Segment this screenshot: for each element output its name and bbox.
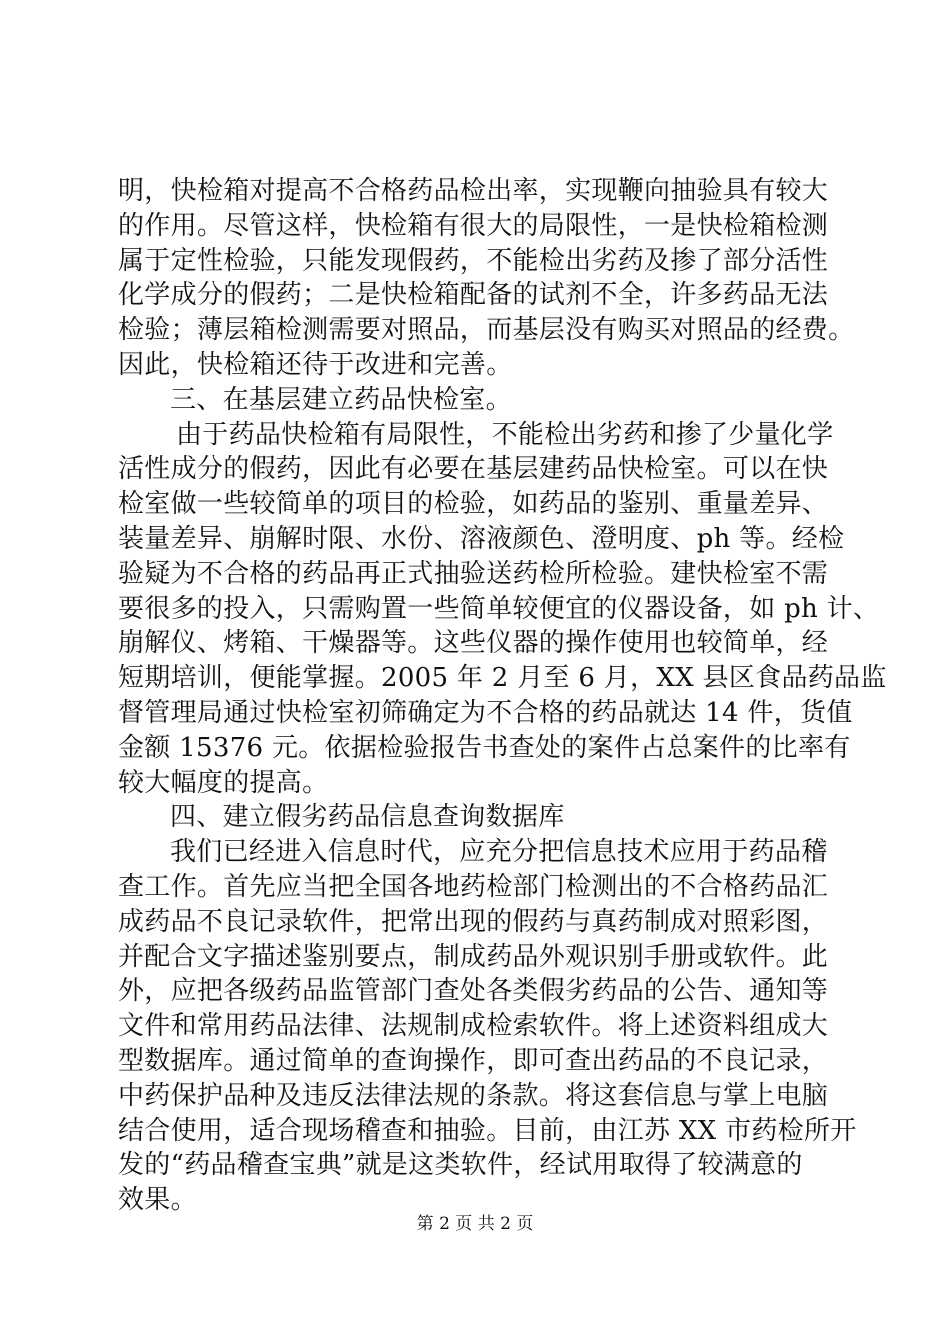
text-line: 明，快检箱对提高不合格药品检出率，实现鞭向抽验具有较大 <box>118 176 829 206</box>
text-line: 验疑为不合格的药品再正式抽验送药检所检验。建快检室不需 <box>118 558 829 589</box>
text-line: 化学成分的假药；二是快检箱配备的试剂不全，许多药品无法 <box>118 280 829 311</box>
text-line: 效果。 <box>118 1185 197 1216</box>
text-line: 成药品不良记录软件，把常出现的假药与真药制成对照彩图， <box>118 906 829 937</box>
section-heading: 三、在基层建立药品快检室。 <box>170 384 512 415</box>
paragraph-start-line: 由于药品快检箱有局限性，不能检出劣药和掺了少量化学 <box>176 419 834 450</box>
text-line: 型数据库。通过简单的查询操作，即可查出药品的不良记录， <box>118 1045 829 1076</box>
text-line: 装量差异、崩解时限、水份、溶液颜色、澄明度、ph 等。经检 <box>118 523 845 554</box>
text-line: 因此，快检箱还待于改进和完善。 <box>118 349 513 380</box>
text-line: 结合使用，适合现场稽查和抽验。目前，由江苏 XX 市药检所开 <box>118 1115 857 1146</box>
text-line: 检验；薄层箱检测需要对照品，而基层没有购买对照品的经费。 <box>118 315 855 346</box>
text-line: 短期培训，便能掌握。2005 年 2 月至 6 月，XX 县区食品药品监 <box>118 663 887 694</box>
page-number-footer: 第 2 页 共 2 页 <box>416 1214 534 1234</box>
text-line: 文件和常用药品法律、法规制成检索软件。将上述资料组成大 <box>118 1011 829 1042</box>
text-line: 金额 15376 元。依据检验报告书查处的案件占总案件的比率有 <box>118 732 851 763</box>
text-line: 查工作。首先应当把全国各地药检部门检测出的不合格药品汇 <box>118 871 829 902</box>
text-line: 中药保护品种及违反法律法规的条款。将这套信息与掌上电脑 <box>118 1080 829 1111</box>
text-line: 督管理局通过快检室初筛确定为不合格的药品就达 14 件，货值 <box>118 697 853 728</box>
text-line: 活性成分的假药，因此有必要在基层建药品快检室。可以在快 <box>118 454 829 485</box>
paragraph-start-line: 我们已经进入信息时代，应充分把信息技术应用于药品稽 <box>170 837 828 868</box>
text-line: 要很多的投入，只需购置一些简单较便宜的仪器设备，如 ph 计、 <box>118 593 880 624</box>
text-line: 检室做一些较简单的项目的检验，如药品的鉴别、重量差异、 <box>118 489 829 520</box>
text-line: 并配合文字描述鉴别要点，制成药品外观识别手册或软件。此 <box>118 941 829 972</box>
text-line: 外，应把各级药品监管部门查处各类假劣药品的公告、通知等 <box>118 976 829 1007</box>
body-text <box>118 174 887 1218</box>
text-line: 较大幅度的提高。 <box>118 767 329 798</box>
text-line: 的作用。尽管这样，快检箱有很大的局限性，一是快检箱检测 <box>118 210 829 241</box>
text-line: 属于定性检验，只能发现假药，不能检出劣药及掺了部分活性 <box>118 245 829 276</box>
text-line: 发的“药品稽查宝典”就是这类软件，经试用取得了较满意的 <box>118 1150 803 1181</box>
text-line: 崩解仪、烤箱、干燥器等。这些仪器的操作使用也较简单，经 <box>118 628 829 659</box>
section-heading: 四、建立假劣药品信息查询数据库 <box>170 802 565 833</box>
